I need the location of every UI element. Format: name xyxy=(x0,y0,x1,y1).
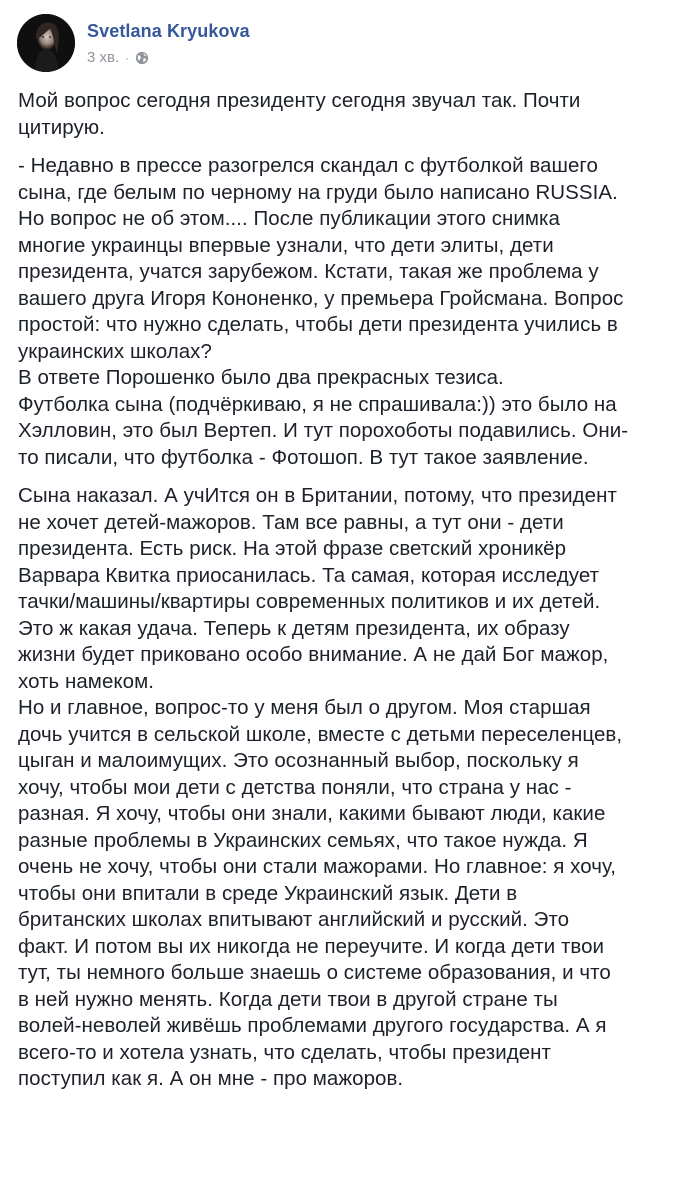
meta-separator: · xyxy=(125,50,130,65)
text-line: Мой вопрос сегодня президенту сегодня звучал так. Почти xyxy=(18,89,581,112)
text-line: жизни будет приковано особо внимание. А не дай Бог мажор, xyxy=(18,643,609,666)
text-line: в ней нужно менять. Когда дети твои в другой стране ты xyxy=(18,987,558,1011)
text-line: поступил как я. А он мне - про мажоров. xyxy=(18,1067,404,1090)
time-row xyxy=(87,49,250,67)
text-line: В ответе Порошенко было два прекрасных тезиса. xyxy=(18,366,504,389)
text-line: волей-неволей живёшь проблемами другого государства. А я xyxy=(18,1014,607,1037)
text-line: Это ж какая удача. Теперь к детям президента, их образу xyxy=(18,616,570,640)
text-line: цитирую. xyxy=(18,115,105,139)
post-meta xyxy=(87,20,250,67)
post-timestamp[interactable]: 3 хв. xyxy=(87,48,120,66)
text-line: не хочет детей-мажоров. Там все равны, а тут они - дети xyxy=(18,510,564,534)
text-line: всего-то и хотела узнать, что сделать, чтобы президент xyxy=(18,1040,551,1064)
text-line: президента. Есть риск. На этой фразе светский хроникёр xyxy=(18,537,567,560)
text-line: дочь учится в сельской школе, вместе с детьми переселенцев, xyxy=(18,722,623,746)
text-line: то писали, что футболка - Фотошоп. В тут такое заявление. xyxy=(18,445,589,469)
text-line: простой: что нужно сделать, чтобы дети президента учились в xyxy=(18,313,618,336)
text-line: тачки/машины/квартиры современных политиков и их детей. xyxy=(18,590,601,613)
text-line: президента, учатся зарубежом. Кстати, такая же проблема у xyxy=(18,260,599,283)
text-line: хочу, чтобы мои дети с детства поняли, что страна у нас - xyxy=(18,775,572,799)
text-line: Сына наказал. А учИтся он в Британии, потому, что президент xyxy=(18,484,617,507)
text-line: Но вопрос не об этом.... После публикации этого снимка xyxy=(18,207,560,230)
text-line: сына, где белым по черному на груди было написано RUSSIA. xyxy=(18,180,618,204)
text-line: тут, ты немного больше знаешь о системе образования, и что xyxy=(18,961,611,984)
text-line: Варвара Квитка приосанилась. Та самая, которая исследует xyxy=(18,563,600,587)
text-line: британских школах впитывают английский и русский. Это xyxy=(18,908,570,931)
text-line: многие украинцы впервые узнали, что дети элиты, дети xyxy=(18,233,554,257)
paragraph-5 xyxy=(18,695,690,1093)
text-line: украинских школах? xyxy=(18,339,212,363)
text-line: - Недавно в прессе разогрелся скандал с футболкой вашего xyxy=(18,154,598,177)
text-line: вашего друга Игоря Кононенко, у премьера Гройсмана. Вопрос xyxy=(18,286,624,310)
avatar[interactable] xyxy=(17,14,75,72)
text-line: Футболка сына (подчёркиваю, я не спрашивала:)) это было на xyxy=(18,392,617,416)
paragraph-3 xyxy=(18,365,690,471)
text-line: разные проблемы в Украинских семьях, что такое нужда. Я xyxy=(18,828,588,852)
author-name[interactable]: Svetlana Kryukova xyxy=(87,20,250,41)
text-line: очень не хочу, чтобы они стали мажорами. Но главное: я хочу, xyxy=(18,855,616,878)
paragraph-2 xyxy=(18,153,690,365)
text-line: чтобы они впитали в среде Украинский язык. Дети в xyxy=(18,881,518,905)
text-line: Хэлловин, это был Вертеп. И тут порохоботы подавились. Они- xyxy=(18,419,629,442)
post-body xyxy=(18,88,690,1093)
paragraph-4 xyxy=(18,483,690,695)
paragraph-1 xyxy=(18,88,690,141)
post-header xyxy=(17,14,250,72)
text-line: разная. Я хочу, чтобы они знали, какими бывают люди, какие xyxy=(18,802,606,825)
text-line: хоть намеком. xyxy=(18,669,154,693)
text-line: факт. И потом вы их никогда не переучите. И когда дети твои xyxy=(18,934,605,958)
text-line: цыган и малоимущих. Это осознанный выбор, поскольку я xyxy=(18,749,579,772)
avatar-photo-icon xyxy=(17,14,75,72)
globe-icon[interactable] xyxy=(135,51,149,65)
text-line: Но и главное, вопрос-то у меня был о другом. Моя старшая xyxy=(18,696,591,719)
